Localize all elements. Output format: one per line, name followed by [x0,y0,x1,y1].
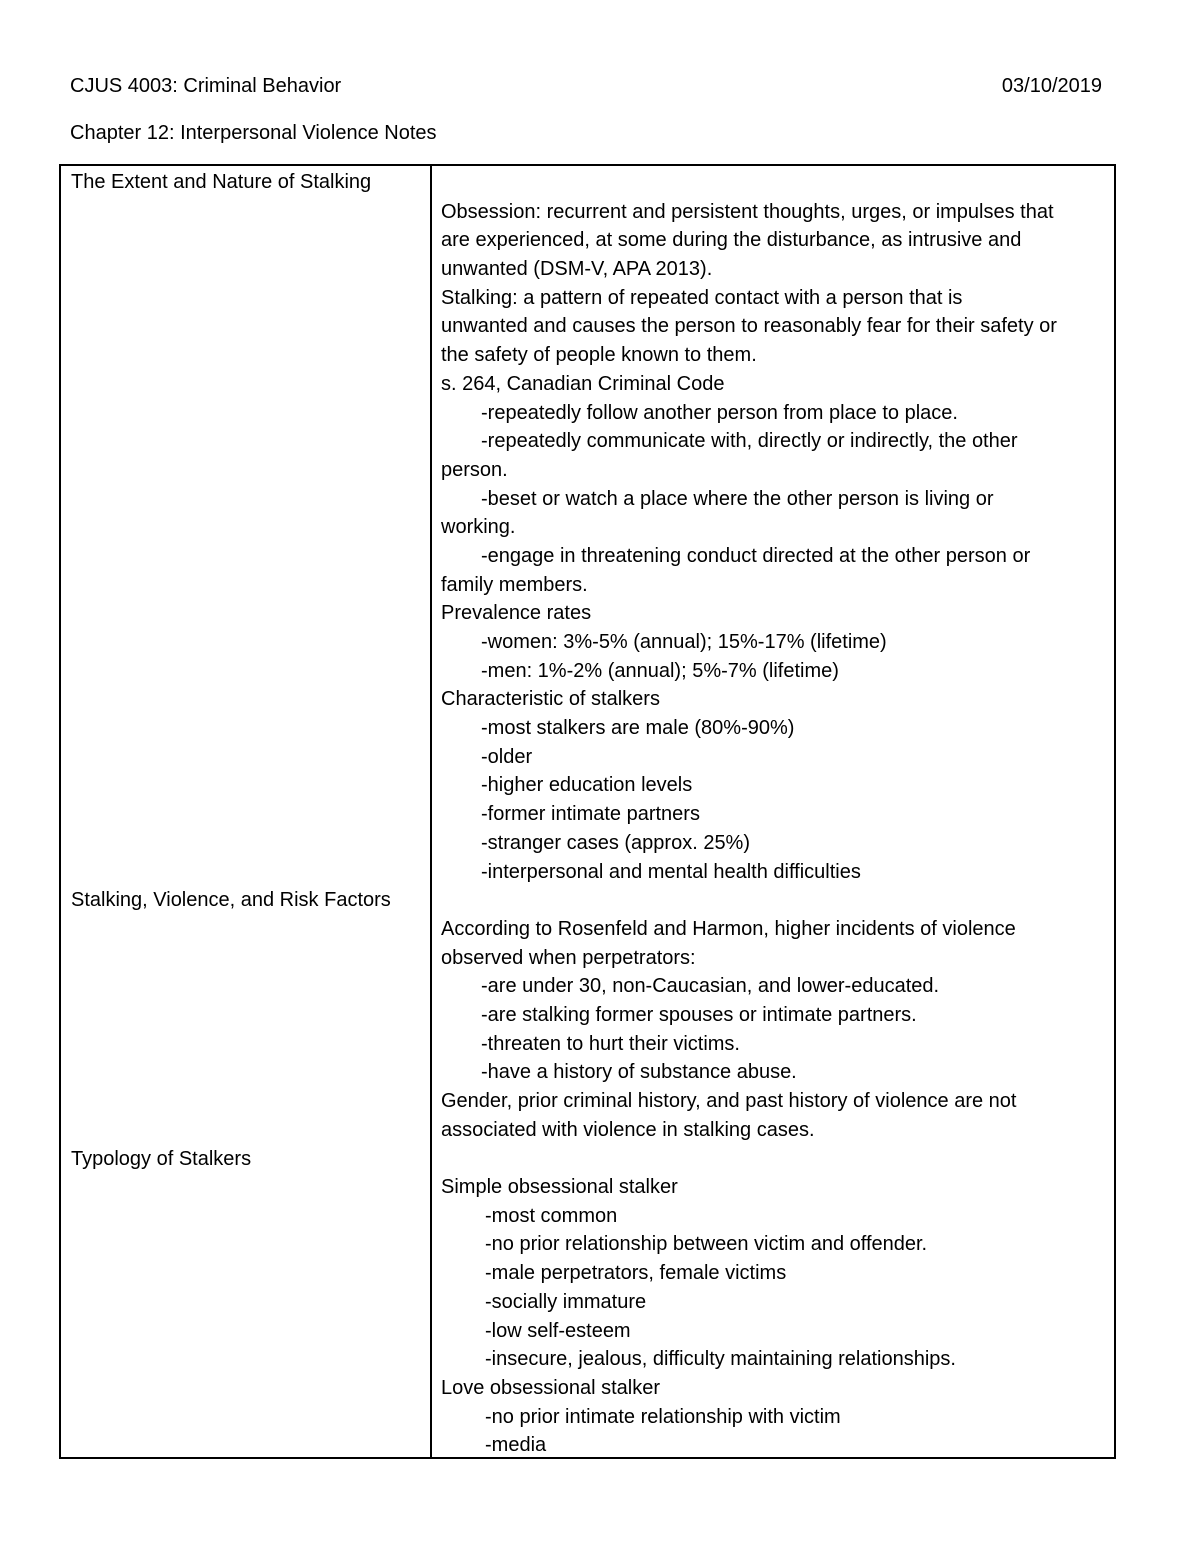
note-line [441,886,1111,915]
note-line: -media [485,1434,547,1457]
note-line: Love obsessional stalker [441,1376,661,1399]
note-line: unwanted and causes the person to reasonably fear for their safety or [441,315,1057,338]
note-line: the safety of people known to them. [441,344,757,367]
note-line: -socially immature [485,1290,647,1313]
note-line: observed when perpetrators: [441,946,696,969]
notes-column [441,169,1111,1460]
note-line: -male perpetrators, female victims [485,1262,787,1285]
note-line: -most common [485,1204,618,1227]
note-line: -stranger cases (approx. 25%) [481,831,751,854]
note-line: -are under 30, non-Caucasian, and lower-educated. [481,975,940,998]
note-line: -higher education levels [481,774,693,797]
note-line: Obsession: recurrent and persistent thoughts, urges, or impulses that [441,200,1054,223]
note-line: -women: 3%-5% (annual); 15%-17% (lifetime) [481,631,887,653]
note-line: -most stalkers are male (80%-90%) [481,717,795,740]
note-line [441,1144,1111,1173]
note-line: Characteristic of stalkers [441,688,660,711]
note-line: Gender, prior criminal history, and past history of violence are not [441,1090,1017,1112]
note-line: -former intimate partners [481,803,700,826]
column-divider [430,166,432,1457]
note-line [441,169,1111,198]
note-line: -older [481,745,533,768]
note-line: -repeatedly follow another person from place to place. [481,401,958,424]
note-line: Prevalence rates [441,602,592,625]
chapter-title: Chapter 12: Interpersonal Violence Notes [70,122,437,144]
note-line: Stalking: a pattern of repeated contact with a person that is [441,286,963,309]
note-line: -men: 1%-2% (annual); 5%-7% (lifetime) [481,659,839,682]
note-line: -insecure, jealous, difficulty maintaining relationships. [485,1348,956,1371]
heading-stalking-violence-risk: Stalking, Violence, and Risk Factors [71,889,391,911]
note-line: are experienced, at some during the disturbance, as intrusive and [441,229,1022,252]
note-line: family members. [441,573,588,596]
page-header [70,73,1102,99]
note-line: person. [441,458,508,481]
note-line: -are stalking former spouses or intimate partners. [481,1003,917,1026]
note-line: According to Rosenfeld and Harmon, higher incidents of violence [441,917,1016,940]
notes-table [59,164,1116,1459]
note-line: -low self-esteem [485,1319,631,1342]
note-line: Simple obsessional stalker [441,1176,678,1199]
note-line: -interpersonal and mental health difficulties [481,860,861,883]
date-label: 03/10/2019 [1001,75,1102,97]
course-title: CJUS 4003: Criminal Behavior [70,75,342,97]
note-line: working. [441,516,516,539]
note-line: -beset or watch a place where the other person is living or [481,487,994,510]
note-line: -no prior intimate relationship with victim [485,1405,841,1428]
heading-typology-stalkers: Typology of Stalkers [71,1148,252,1170]
note-line: -engage in threatening conduct directed at the other person or [481,544,1031,567]
heading-extent-nature-stalking: The Extent and Nature of Stalking [71,171,372,193]
note-line: -no prior relationship between victim and offender. [485,1233,928,1256]
note-line: associated with violence in stalking cases. [441,1118,815,1141]
note-line: -have a history of substance abuse. [481,1061,797,1084]
note-line: -repeatedly communicate with, directly or indirectly, the other [481,430,1018,453]
note-line: unwanted (DSM-V, APA 2013). [441,258,713,281]
note-line: s. 264, Canadian Criminal Code [441,372,725,395]
note-line: -threaten to hurt their victims. [481,1032,740,1055]
